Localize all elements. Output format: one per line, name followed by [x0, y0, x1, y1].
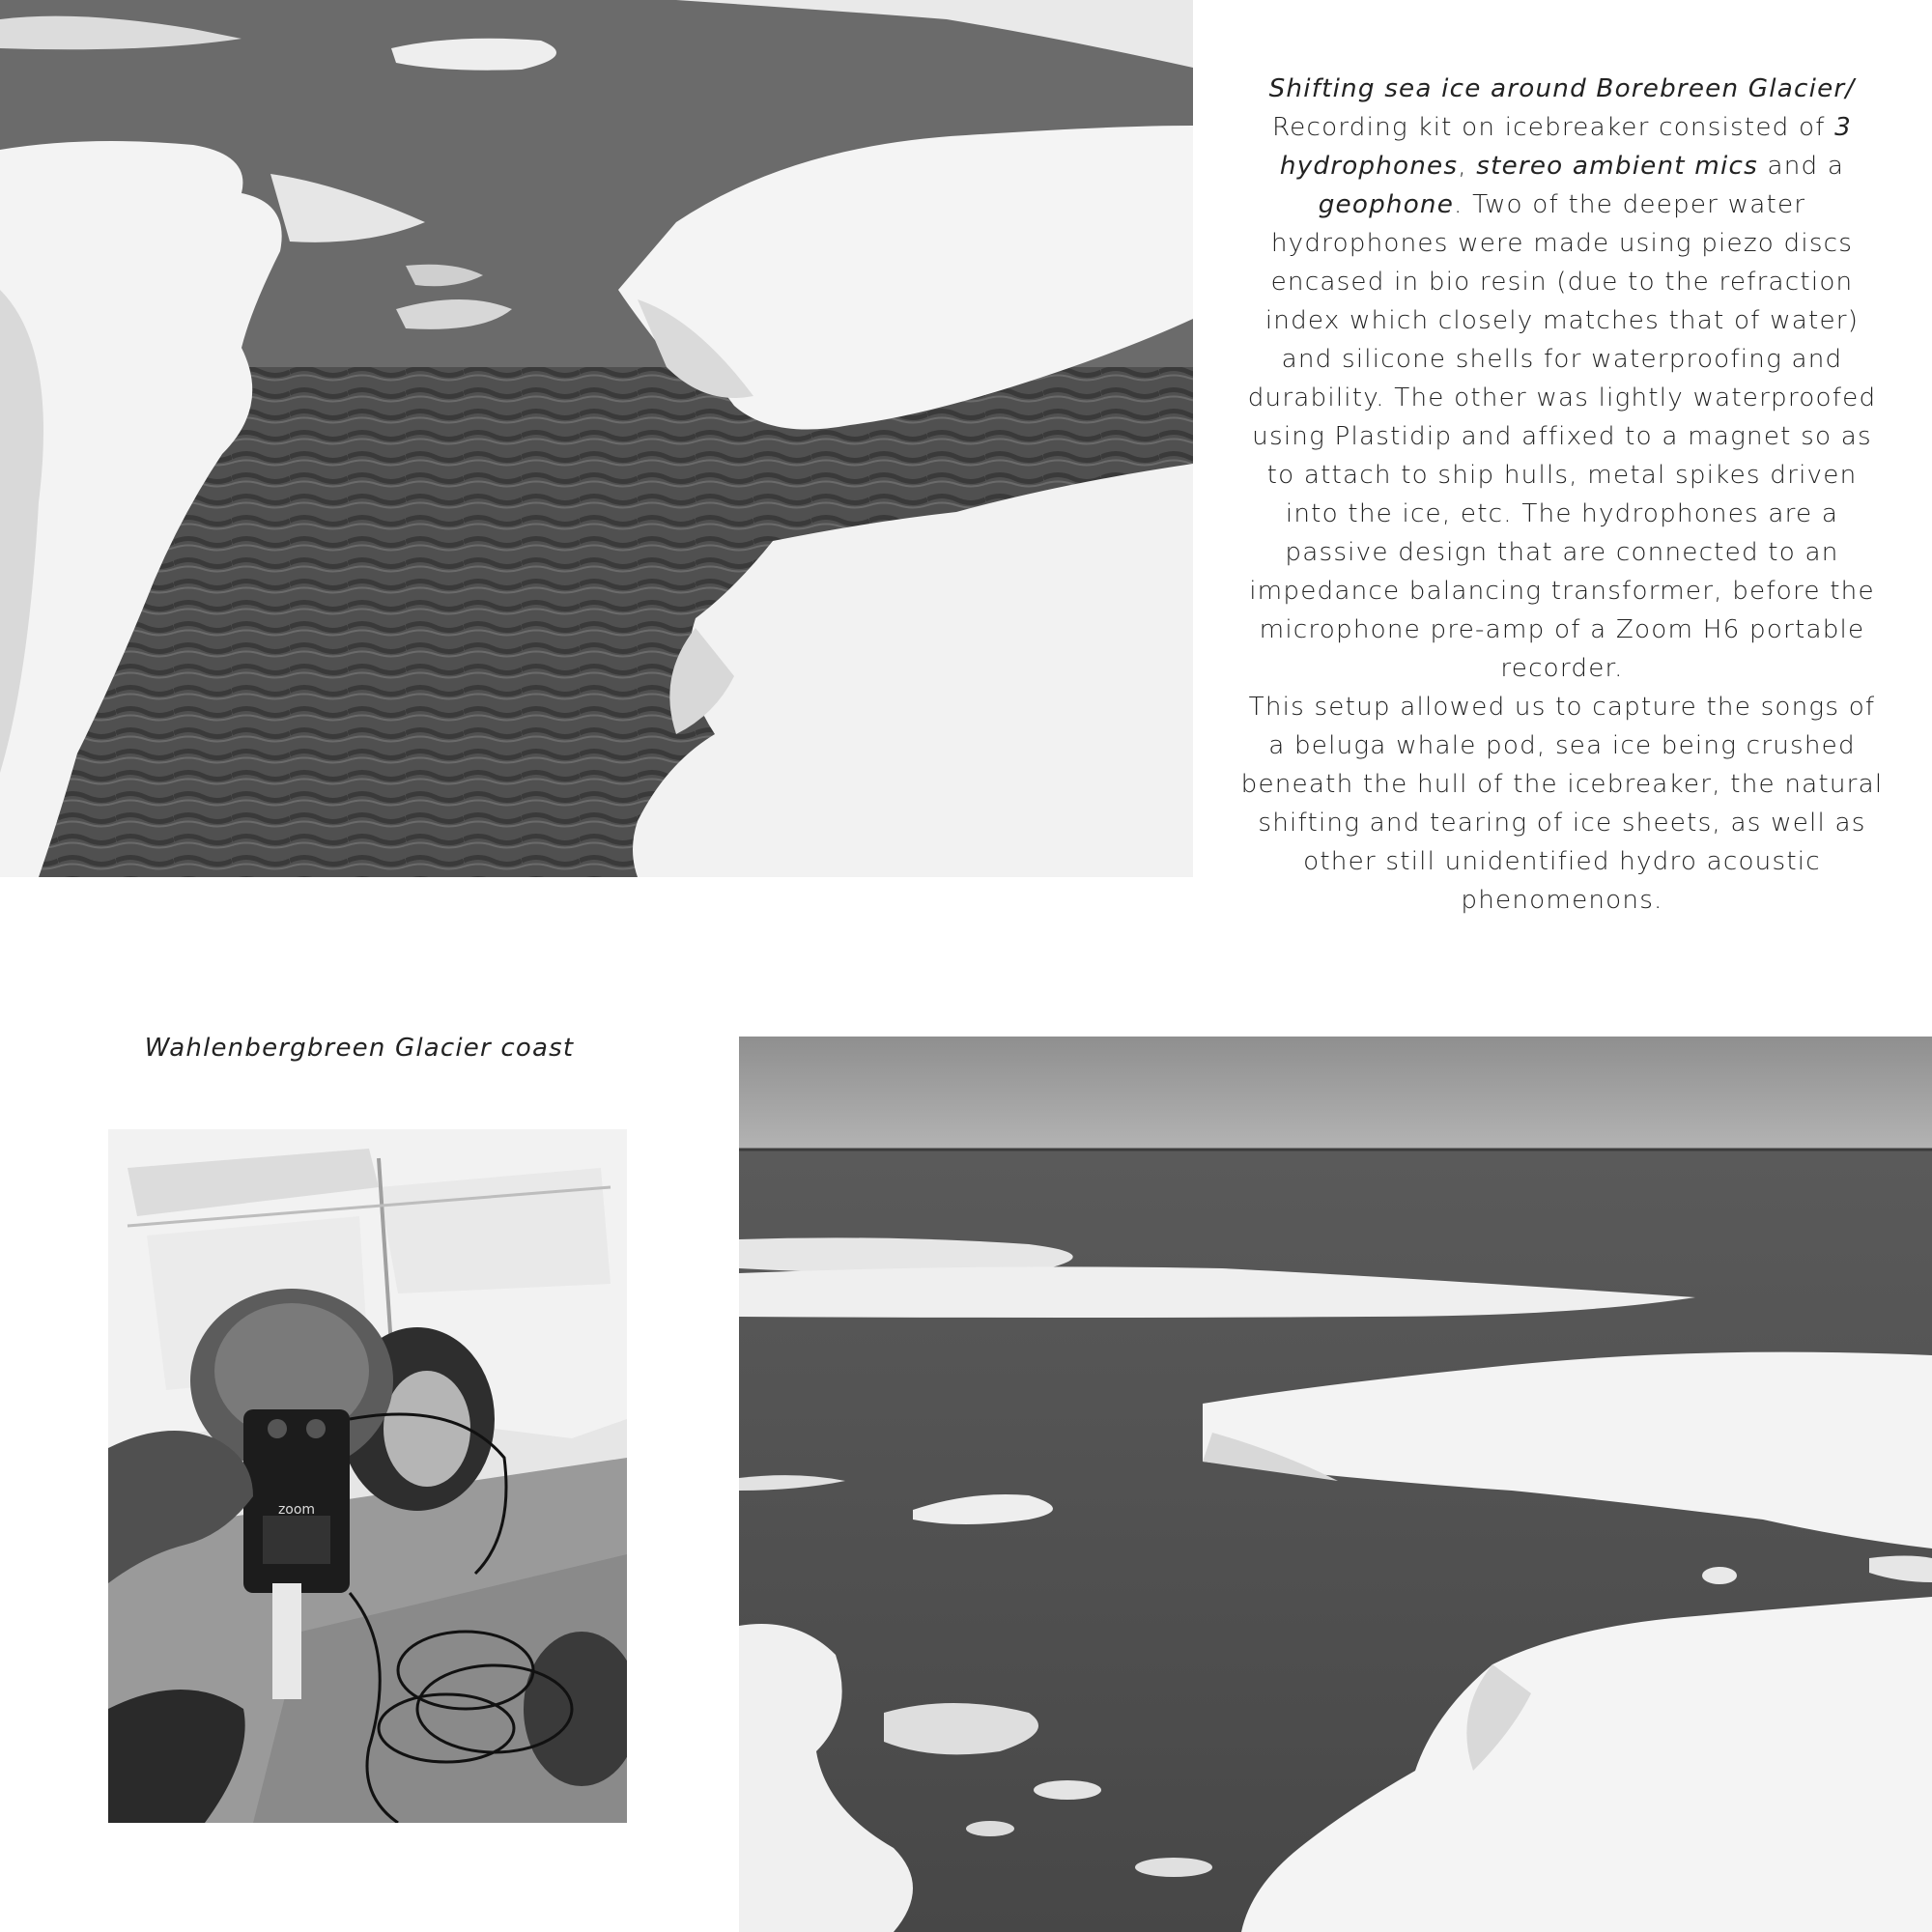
description-paragraph-1 — [1239, 70, 1885, 688]
description-em-mics: stereo ambient mics — [1476, 152, 1758, 181]
description-text-4: . Two of the deeper water hydrophones were made using piezo discs encased in bio resin (due to the refraction index which closely matches that of water) and silicone shells for waterproofing and durability. The other was lightly waterproofed using Plastidip and affixed to a magnet so as to attach to ship hulls, metal spikes driven into the ice, etc. The hydrophones are a passive design that are connected to an impedance balancing transformer, before the microphone pre-amp of a Zoom H6 portable recorder. — [1247, 190, 1877, 683]
zoom-recorder — [243, 1409, 350, 1593]
recording-kit-photo — [108, 1129, 627, 1823]
description-text — [1239, 70, 1885, 920]
description-em-geophone: geophone — [1318, 190, 1455, 219]
recording-kit-illustration — [108, 1129, 627, 1823]
description-lead: Shifting sea ice around Borebreen Glacier/ — [1268, 74, 1856, 103]
description-em-hydrophones: 3 hydrophones — [1279, 113, 1853, 181]
description-text-2: , — [1458, 152, 1477, 181]
sea-ice-illustration — [0, 0, 1193, 877]
photo-caption: Wahlenbergbreen Glacier coast — [144, 1034, 575, 1063]
sea-horizon-photo-bottom — [739, 1037, 1932, 1932]
description-text-1: Recording kit on icebreaker consisted of — [1271, 113, 1835, 142]
sea-ice-photo-top — [0, 0, 1193, 877]
recorder-brand-label: zoom — [277, 1502, 316, 1518]
description-paragraph-2: This setup allowed us to capture the songs of a beluga whale pod, sea ice being crushed beneath the hull of the icebreaker, the natural shifting and tearing of ice sheets, as well as other still unidentified hydro acoustic phenomenons. — [1240, 693, 1884, 915]
sea-horizon-illustration — [739, 1037, 1932, 1932]
description-text-3: and a — [1757, 152, 1845, 181]
